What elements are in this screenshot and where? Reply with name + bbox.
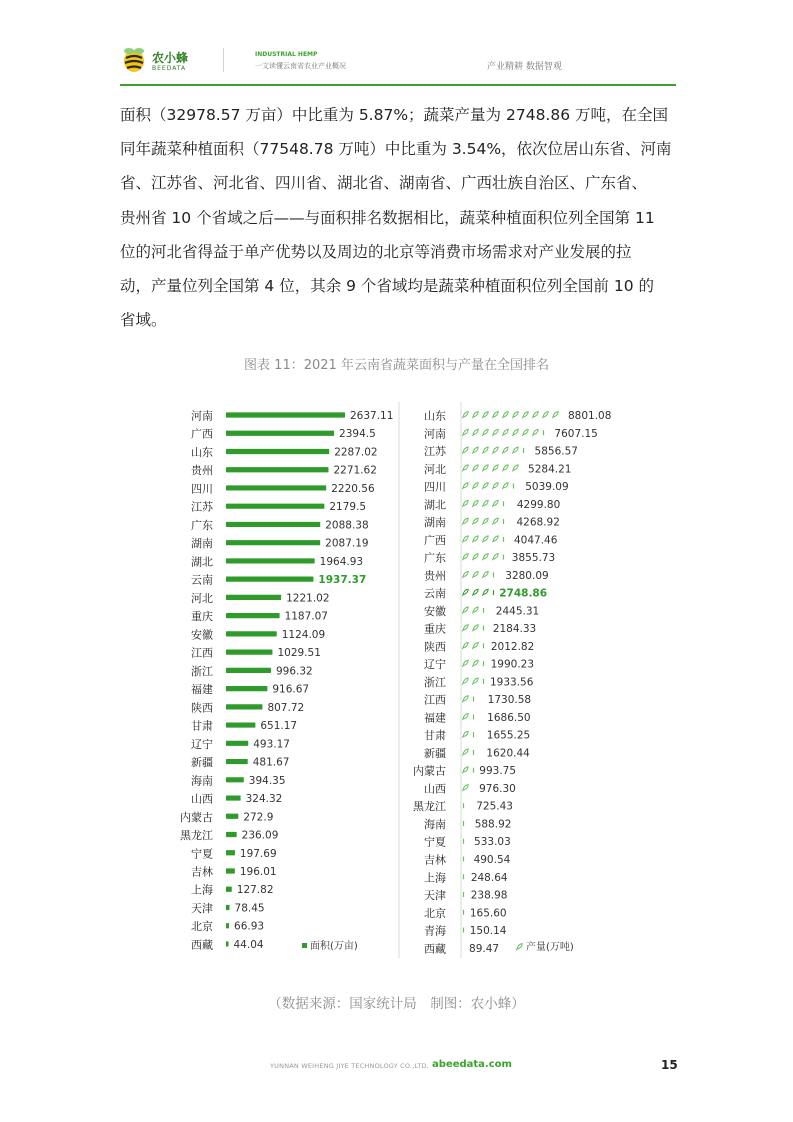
data-label: 66.93 [234,920,265,933]
leaf-icon [482,412,488,419]
category-label: 安徽 [424,604,446,618]
category-label: 重庆 [191,610,213,624]
data-label: 1730.58 [487,694,532,707]
category-label: 福建 [191,683,213,697]
leaf-icon [492,483,498,490]
category-label: 湖北 [424,498,446,512]
category-label: 内蒙古 [413,764,446,778]
leaf-icon [472,607,478,614]
area-bar [226,504,324,509]
data-label: 2220.56 [331,482,375,495]
area-bar [226,887,232,892]
area-bar [226,777,244,782]
data-label: 3855.73 [511,552,556,565]
category-label: 新疆 [191,756,213,770]
data-label: 1937.37 [318,574,367,587]
data-label: 976.30 [479,782,516,795]
category-label: 海南 [191,774,213,788]
data-label: 807.72 [267,701,305,714]
legend-swatch [302,943,307,948]
data-label: 1029.51 [277,647,321,660]
leaf-icon [462,483,468,490]
category-label: 河南 [424,427,446,441]
category-label: 广西 [191,427,213,441]
data-label: 2394.5 [339,428,376,441]
leaf-icon [472,500,478,507]
category-label: 天津 [191,901,213,915]
category-label: 山东 [424,409,446,423]
leaf-icon [462,571,468,578]
leaf-icon [482,483,488,490]
category-label: 西藏 [424,942,446,956]
data-label: 3280.09 [505,569,549,582]
data-label: 1221.02 [286,592,330,605]
leaf-icon [522,429,528,436]
leaf-icon [522,412,528,419]
leaf-icon [462,536,468,543]
category-label: 内蒙古 [180,810,213,824]
leaf-icon [462,589,468,596]
data-label: 324.32 [245,793,283,806]
area-bar [226,650,272,655]
category-label: 河北 [424,462,446,476]
category-label: 贵州 [191,464,213,478]
leaf-icon [492,536,498,543]
leaf-icon [512,412,518,419]
area-bar [226,923,229,928]
area-bar [226,704,262,709]
category-label: 宁夏 [424,835,446,849]
paragraph-line: 位的河北省得益于单产优势以及周边的北京等消费市场需求对产业发展的拉 [120,242,632,261]
category-label: 西藏 [191,938,213,952]
category-label: 浙江 [191,664,213,678]
area-bar [226,467,329,472]
category-label: 天津 [424,889,446,903]
category-label: 陕西 [424,640,446,654]
paragraph-line: 省域。 [120,311,167,330]
leaf-icon [472,642,478,649]
data-label: 490.54 [473,854,511,866]
leaf-icon [492,554,498,561]
data-label: 4299.80 [516,498,561,511]
data-label: 44.04 [233,938,264,951]
category-label: 湖南 [424,516,446,530]
category-label: 甘肃 [424,729,446,743]
paragraph-line: 省、江苏省、河北省、四川省、湖北省、湖南省、广西壮族自治区、广东省、 [120,174,648,193]
area-bar [226,431,334,436]
data-label: 993.75 [479,765,517,778]
leaf-icon [482,536,488,543]
leaf-icon [492,429,498,436]
leaf-icon [472,625,478,632]
data-label: 1990.23 [490,658,535,671]
leaf-icon [502,465,508,472]
data-label: 2012.82 [490,640,535,653]
category-label: 辽宁 [191,737,213,751]
data-label: 150.14 [469,925,507,938]
data-label: 493.17 [253,738,291,751]
leaf-icon [462,554,468,561]
leaf-icon [482,465,488,472]
leaf-icon [472,571,478,578]
footer-website: abeedata.com [432,1059,512,1070]
data-label: 197.69 [239,847,277,860]
leaf-icon [472,465,478,472]
leaf-icon [512,429,518,436]
leaf-icon [462,749,468,756]
leaf-icon [552,412,558,419]
report-title-en: INDUSTRIAL HEMP [255,51,318,58]
category-label: 吉林 [424,853,446,867]
data-label: 1187.07 [284,610,328,623]
data-label: 2637.11 [350,410,394,422]
category-label: 甘肃 [191,719,213,733]
area-bar [226,595,281,600]
leaf-icon [512,447,518,454]
area-bar [226,814,238,819]
data-label: 2445.31 [495,605,540,618]
leaf-icon [462,625,468,632]
leaf-icon [502,412,508,419]
area-bar [226,540,320,545]
leaf-icon [482,447,488,454]
leaf-icon [542,412,548,419]
logo-name-en: BEEDATA [152,65,187,72]
data-label: 725.43 [476,800,513,813]
leaf-icon [492,447,498,454]
category-label: 青海 [424,924,446,938]
data-label: 533.03 [474,836,511,849]
leaf-icon [462,412,468,419]
category-label: 北京 [191,920,213,934]
data-label: 89.47 [469,942,500,955]
leaf-icon [492,465,498,472]
data-label: 1686.50 [487,711,531,724]
area-bar [226,558,315,563]
category-label: 上海 [424,871,446,885]
data-label: 2271.62 [333,464,377,477]
category-label: 四川 [424,480,446,494]
leaf-icon [462,660,468,667]
category-label: 贵州 [424,569,446,583]
area-bar [226,686,267,691]
data-label: 236.09 [241,829,279,842]
paragraph-line: 贵州省 10 个省域之后——与面积排名数据相比，蔬菜种植面积位列全国第 11 [120,208,655,227]
category-label: 宁夏 [191,847,213,861]
leaf-icon [472,660,478,667]
category-label: 山西 [191,792,213,806]
data-label: 5856.57 [534,445,578,458]
paragraph-line: 动，产量位列全国第 4 位，其余 9 个省域均是蔬菜种植面积位列全国前 10 的 [120,276,655,295]
category-label: 浙江 [424,675,446,689]
leaf-icon [462,607,468,614]
category-label: 广东 [191,518,213,532]
leaf-icon [512,465,518,472]
leaf-icon [472,518,478,525]
data-label: 5284.21 [528,463,572,476]
leaf-icon [462,678,468,685]
data-label: 196.01 [239,866,277,878]
area-bar [226,832,237,837]
category-label: 湖南 [191,537,213,551]
area-bar [226,741,248,746]
category-label: 山西 [424,782,446,796]
data-label: 4047.46 [513,534,558,547]
data-label: 481.67 [252,756,290,769]
area-bar [226,449,329,454]
leaf-icon [462,447,468,454]
category-label: 湖北 [191,555,213,569]
area-bar [226,850,235,855]
data-label: 5039.09 [525,481,569,494]
data-label: 7607.15 [554,427,598,440]
data-label: 996.32 [275,665,313,678]
leaf-icon [502,483,508,490]
paragraph-line: 同年蔬菜种植面积（77548.78 万吨）中比重为 3.54%，依次位居山东省、河南 [120,140,672,159]
data-label: 1655.25 [486,729,531,742]
area-bar [226,759,248,764]
category-label: 海南 [424,817,446,831]
category-label: 江苏 [191,500,213,514]
leaf-icon [462,642,468,649]
leaf-icon [502,429,508,436]
category-label: 黑龙江 [180,829,213,843]
area-bar [226,868,235,873]
category-label: 四川 [191,482,213,496]
category-label: 吉林 [191,865,213,879]
data-label: 2748.86 [499,587,548,600]
category-label: 黑龙江 [413,800,446,814]
leaf-icon [462,767,468,774]
area-bar [226,795,241,800]
data-label: 651.17 [260,720,298,733]
leaf-icon [482,589,488,596]
legend-label: 产量(万吨) [526,942,574,953]
leaf-icon [532,429,538,436]
leaf-icon [472,429,478,436]
paragraph-line: 面积（32978.57 万亩）中比重为 5.87%；蔬菜产量为 2748.86 万吨，在全国 [120,106,669,124]
logo-name: 农小蜂 [152,51,189,65]
report-title: 一文读懂云南省农业产业概况 [255,62,346,70]
leaf-icon [482,554,488,561]
category-label: 山东 [191,445,213,459]
leaf-icon [462,696,468,703]
area-bar [226,613,280,618]
area-bar [226,722,255,727]
leaf-icon [462,518,468,525]
data-label: 1620.44 [486,747,530,760]
category-label: 上海 [191,883,213,897]
area-bar [226,631,277,636]
data-source: （数据来源：国家统计局 制图：农小蜂） [268,996,525,1012]
data-label: 2184.33 [492,623,537,636]
data-label: 1933.56 [489,676,534,689]
data-label: 272.9 [243,811,274,824]
category-label: 重庆 [424,622,446,636]
leaf-icon [462,500,468,507]
leaf-icon [532,412,538,419]
footer-company: YUNNAN WEIHENG JIYE TECHNOLOGY CO.,LTD. [270,1062,430,1070]
leaf-icon [472,589,478,596]
area-bar [226,485,326,490]
leaf-icon [482,518,488,525]
chart-title: 图表 11：2021 年云南省蔬菜面积与产量在全国排名 [244,358,549,373]
category-label: 辽宁 [424,658,446,672]
category-label: 河北 [191,591,213,605]
area-bar [226,412,345,417]
category-label: 新疆 [424,746,446,760]
leaf-icon [462,465,468,472]
category-label: 江西 [424,693,446,707]
category-label: 云南 [424,587,446,601]
leaf-icon [492,500,498,507]
data-label: 2179.5 [329,501,367,514]
page-number: 15 [661,1058,678,1072]
leaf-icon [482,429,488,436]
data-label: 8801.08 [568,410,612,422]
leaf-icon [462,785,468,792]
area-bar [226,905,230,910]
data-label: 2088.38 [325,519,369,532]
leaf-icon [482,500,488,507]
leaf-icon [462,429,468,436]
category-label: 云南 [191,573,213,587]
leaf-icon [472,412,478,419]
category-label: 广东 [424,551,446,565]
area-bar [226,577,313,582]
leaf-icon [472,678,478,685]
data-label: 127.82 [236,884,274,897]
header-tagline: 产业精耕 数据智观 [487,62,562,72]
area-bar [226,668,271,673]
leaf-icon [462,731,468,738]
area-bar [226,522,320,527]
leaf-icon [502,447,508,454]
leaf-icon [472,536,478,543]
legend-label: 面积(万亩) [310,941,358,952]
data-label: 2287.02 [334,446,378,459]
leaf-icon [516,944,522,951]
category-label: 安徽 [191,628,213,642]
leaf-icon [492,518,498,525]
data-label: 1124.09 [281,628,326,641]
leaf-icon [492,412,498,419]
leaf-icon [472,447,478,454]
category-label: 江西 [191,646,213,660]
area-bar [226,941,229,946]
leaf-icon [482,571,488,578]
data-label: 248.64 [470,871,508,884]
data-label: 4268.92 [516,516,560,529]
data-label: 165.60 [469,907,507,920]
data-label: 1964.93 [319,555,364,568]
data-label: 2087.19 [325,537,369,550]
category-label: 河南 [191,409,213,423]
data-label: 916.67 [272,683,310,696]
leaf-icon [462,714,468,721]
data-label: 238.98 [470,889,508,902]
category-label: 福建 [424,711,446,725]
data-label: 588.92 [474,818,512,831]
category-label: 北京 [424,906,446,920]
category-label: 陕西 [191,701,213,715]
category-label: 广西 [424,533,446,547]
category-label: 江苏 [424,445,446,459]
data-label: 78.45 [234,902,265,915]
leaf-icon [472,483,478,490]
leaf-icon [472,554,478,561]
data-label: 394.35 [248,774,286,787]
